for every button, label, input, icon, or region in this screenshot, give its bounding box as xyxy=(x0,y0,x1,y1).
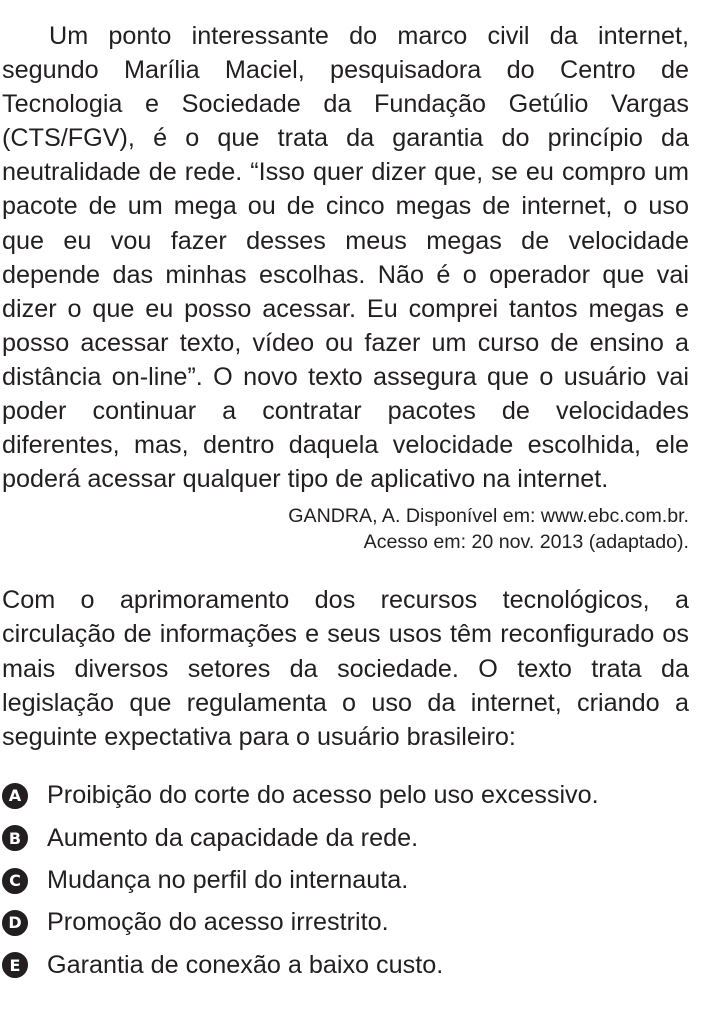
option-b-letter-badge-icon[interactable]: B xyxy=(2,825,28,851)
option-c[interactable] xyxy=(2,859,689,901)
option-a-text: Proibição do corte do acesso pelo uso excessivo. xyxy=(47,781,599,810)
option-d-letter-badge-icon[interactable]: D xyxy=(2,910,28,936)
option-c-text: Mudança no perfil do internauta. xyxy=(47,866,409,895)
option-b-text: Aumento da capacidade da rede. xyxy=(47,823,419,852)
option-a-letter-badge-icon[interactable]: A xyxy=(2,783,28,809)
option-e-text: Garantia de conexão a baixo custo. xyxy=(47,950,444,979)
option-d[interactable] xyxy=(2,902,689,944)
question-stem: Com o aprimoramento dos recursos tecnológicos, a circulação de informações e seus usos têm reconfigurado os mais diversos setores da sociedade. O texto trata da legislação que regulamenta o uso da internet, criando a seguinte expectativa para o usuário brasileiro: xyxy=(2,586,689,751)
option-b[interactable] xyxy=(2,817,689,859)
option-e-letter-badge-icon[interactable]: E xyxy=(2,952,28,978)
citation-line-1: GANDRA, A. Disponível em: www.ebc.com.br. xyxy=(288,505,689,528)
option-e[interactable] xyxy=(2,944,689,986)
answer-options xyxy=(2,775,689,986)
option-a[interactable] xyxy=(2,775,689,817)
citation-line-2: Acesso em: 20 nov. 2013 (adaptado). xyxy=(363,531,689,554)
source-citation xyxy=(2,503,689,555)
passage-text: Um ponto interessante do marco civil da internet, segundo Marília Maciel, pesquisadora do Centro de Tecnologia e Sociedade da Fundação Getúlio Vargas (CTS/FGV), é o que trata da garantia do princípio da neutralidade de rede. “Isso quer dizer que, se eu compro um pacote de um mega ou de cinco megas de internet, o uso que eu vou fazer desses meus megas de velocidade depende das minhas escolhas. Não é o operador que vai dizer o que eu posso acessar. Eu comprei tantos megas e posso acessar texto, vídeo ou fazer um curso de ensino a distância on-line”. O novo texto assegura que o usuário vai poder continuar a contratar pacotes de velocidades diferentes, mas, dentro daquela velocidade escolhida, ele poderá acessar qualquer tipo de aplicativo na internet. xyxy=(2,22,689,494)
option-d-text: Promoção do acesso irrestrito. xyxy=(47,908,389,937)
option-c-letter-badge-icon[interactable]: C xyxy=(2,868,28,894)
